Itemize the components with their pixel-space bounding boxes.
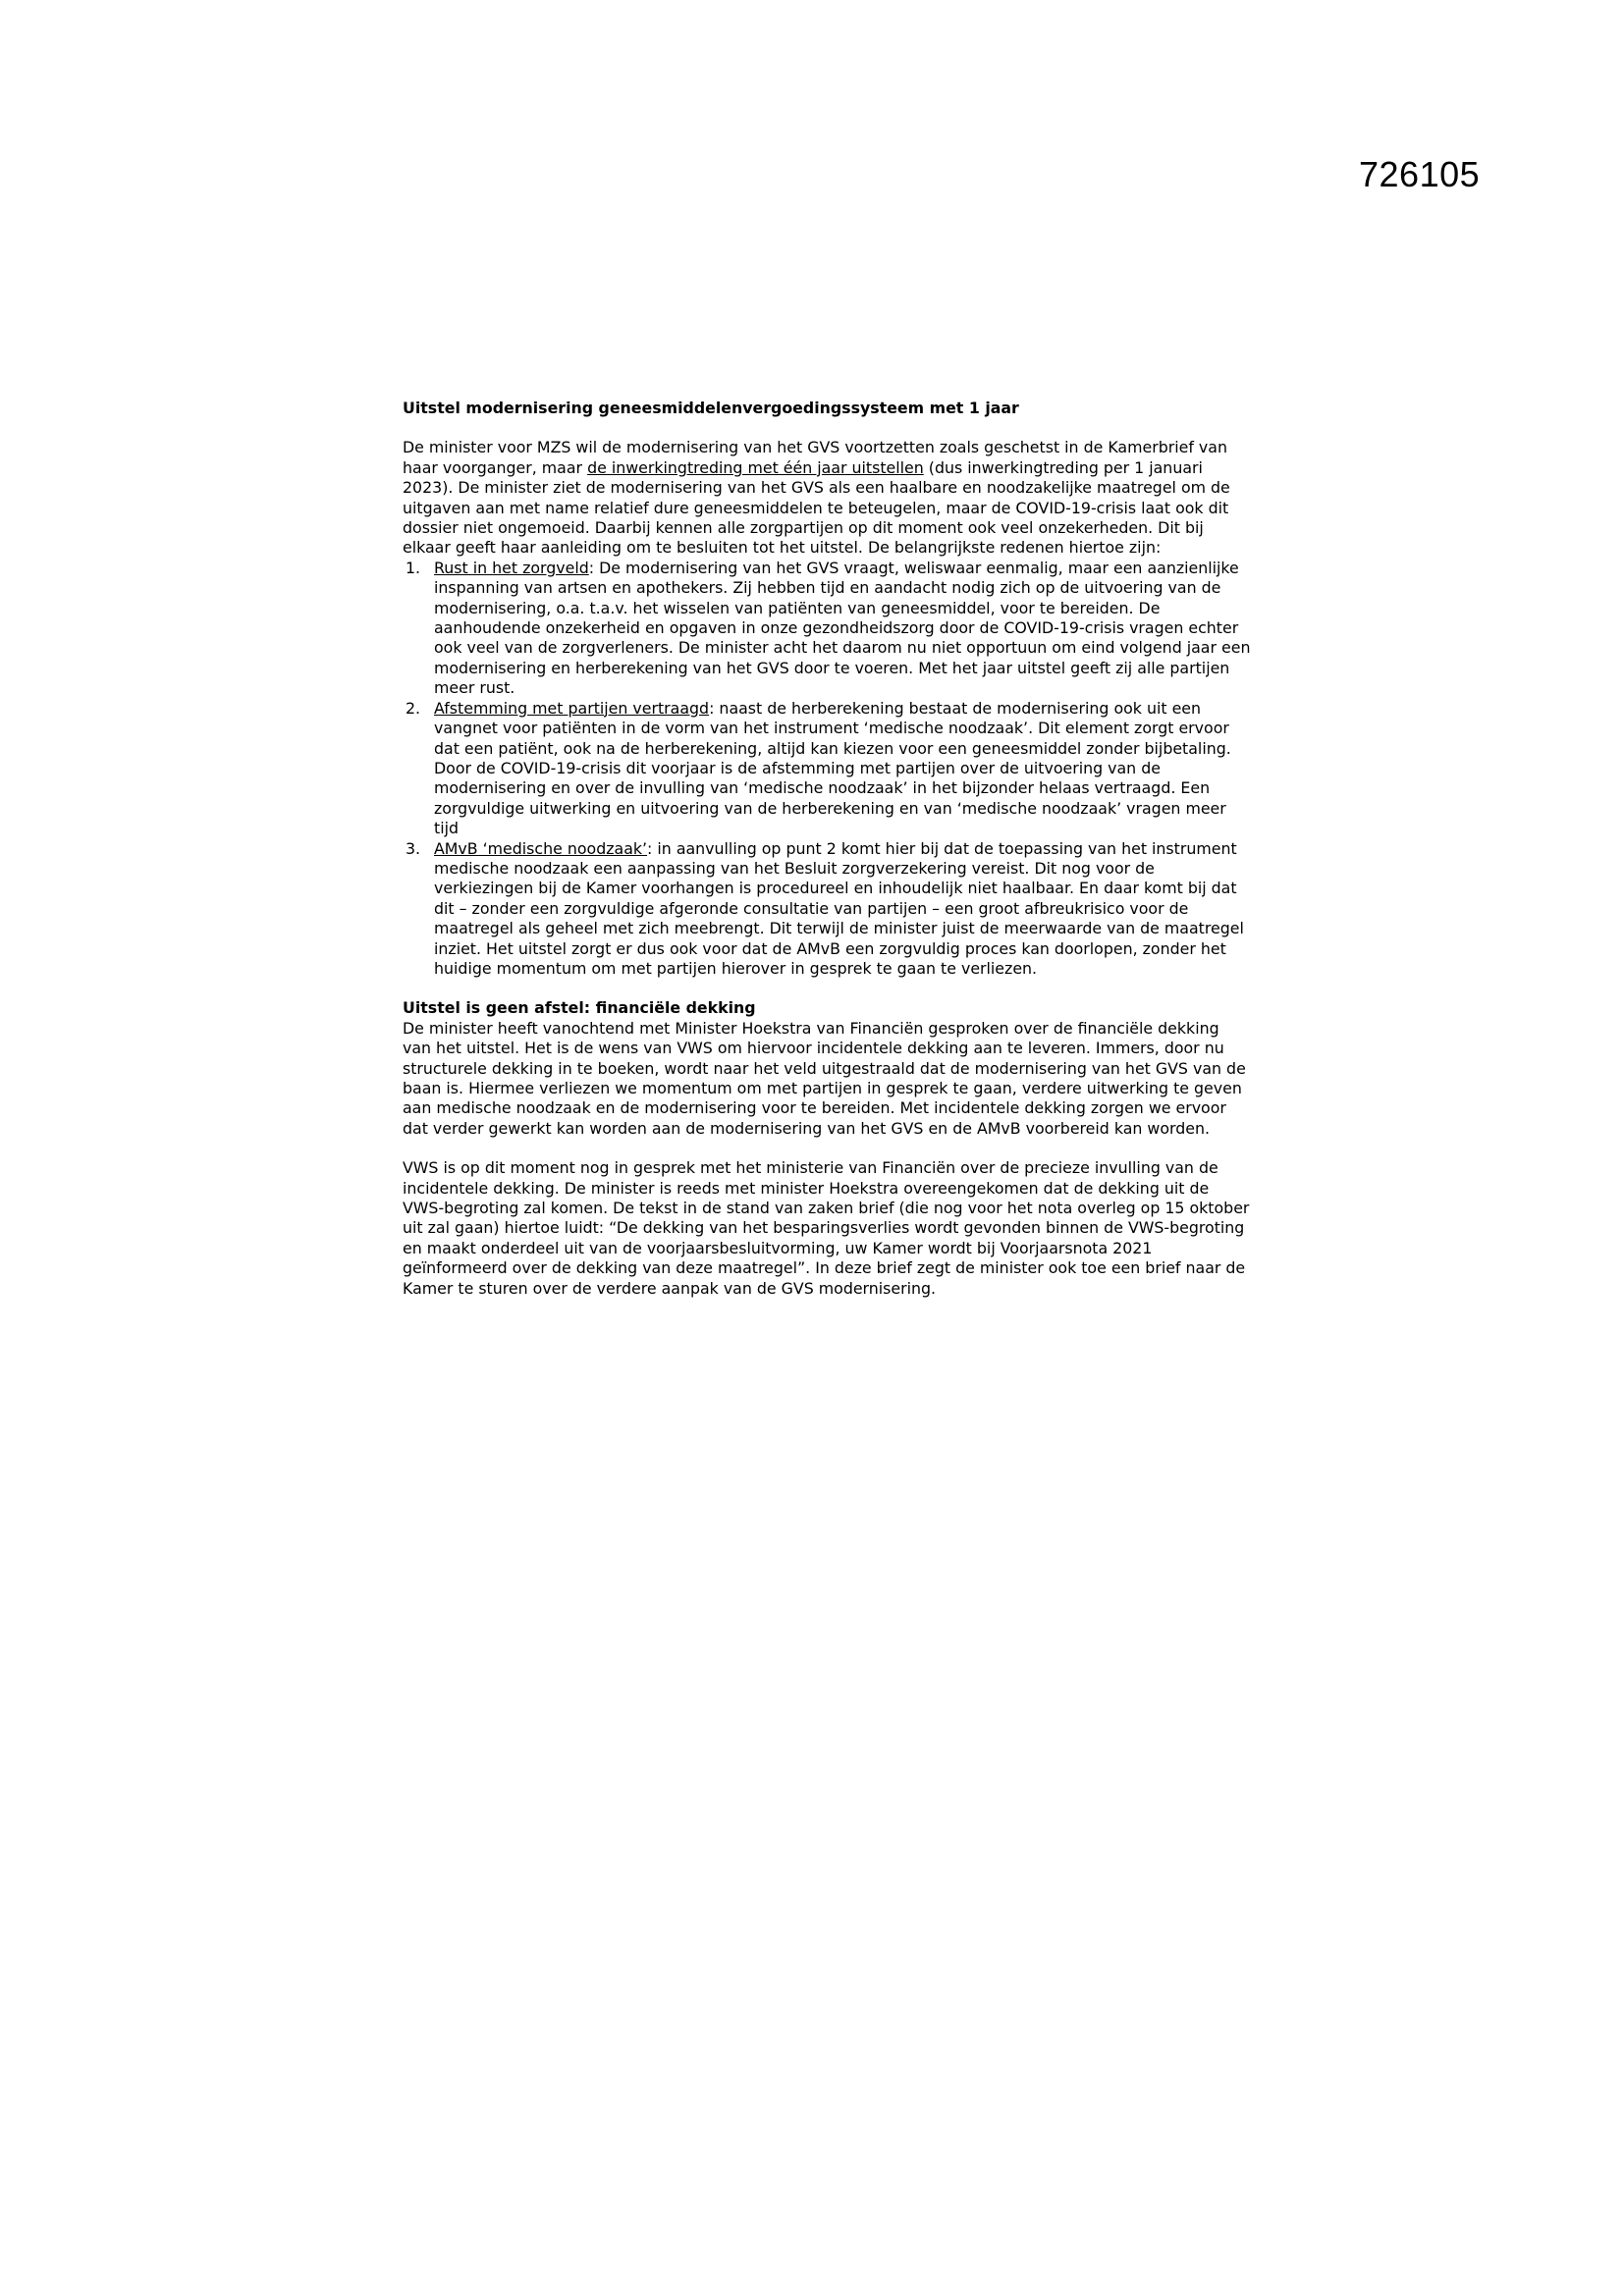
list-item	[403, 839, 1251, 980]
reasons-list	[403, 559, 1251, 980]
section-heading: Uitstel is geen afstel: financiële dekking	[403, 998, 756, 1018]
intro-text-part1: De minister voor MZS wil de modernisering van het GVS voortzetten zoals geschetst in de Kamerbrief van haar voorganger, maar	[403, 438, 1227, 477]
list-item-text: : naast de herberekening bestaat de modernisering ook uit een vangnet voor patiënten in de vorm van het instrument ‘medische noodzaak’. Dit element zorgt ervoor dat een patiënt, ook na de herberekening, altijd kan kiezen voor een geneesmiddel zonder bijbetaling. Door de COVID-19-crisis dit voorjaar is de afstemming met partijen over de uitvoering van de modernisering en over de invulling van ‘medische noodzaak’ in het bijzonder helaas vertraagd. Een zorgvuldige uitwerking en uitvoering van de herberekening en van ‘medische noodzaak’ vragen meer tijd	[434, 698, 1231, 838]
document-title: Uitstel modernisering geneesmiddelenvergoedingssysteem met 1 jaar	[403, 399, 1019, 417]
list-item-label: AMvB ‘medische noodzaak’	[434, 838, 648, 858]
list-item	[403, 559, 1251, 699]
document-body	[403, 399, 1251, 1299]
list-item-label: Rust in het zorgveld	[434, 558, 589, 577]
list-item-number: 2.	[406, 698, 421, 718]
list-item-text: : in aanvulling op punt 2 komt hier bij dat de toepassing van het instrument medische noodzaak een aanpassing van het Besluit zorgverzekering vereist. Dit nog voor de verkiezingen bij de Kamer voorhangen is procedureel en inhoudelijk niet haalbaar. En daar komt bij dat dit – zonder een zorgvuldige afgeronde consultatie van partijen – een groot afbreukrisico voor de maatregel als geheel met zich meebrengt. Dit terwijl de minister juist de meerwaarde van de maatregel inziet. Het uitstel zorgt er dus ook voor dat de AMvB een zorgvuldig proces kan doorlopen, zonder het huidige momentum om met partijen hierover in gesprek te gaan te verliezen.	[434, 838, 1244, 978]
list-item-number: 3.	[406, 838, 421, 858]
list-item-label: Afstemming met partijen vertraagd	[434, 698, 710, 718]
intro-text-part2: (dus inwerkingtreding per 1 januari 2023). De minister ziet de modernisering van het GVS als een haalbare en noodzakelijke maatregel om de uitgaven aan met name relatief dure geneesmiddelen te beteugelen, maar de COVID-19-crisis laat ook dit dossier niet ongemoeid. Daarbij kennen alle zorgpartijen op dit moment ook veel onzekerheden. Dit bij elkaar geeft haar aanleiding om te besluiten tot het uitstel. De belangrijkste redenen hiertoe zijn:	[403, 457, 1230, 558]
document-number: 726105	[1359, 154, 1481, 194]
intro-underlined-text: de inwerkingtreding met één jaar uitstellen	[587, 457, 924, 477]
intro-paragraph	[403, 438, 1251, 558]
section-paragraph: De minister heeft vanochtend met Minister Hoekstra van Financiën gesproken over de financiële dekking van het uitstel. Het is de wens van VWS om hiervoor incidentele dekking aan te leveren. Immers, door nu structurele dekking in te boeken, wordt naar het veld uitgestraald dat de modernisering van het GVS van de baan is. Hiermee verliezen we momentum om met partijen in gesprek te gaan, verdere uitwerking te geven aan medische noodzaak en de modernisering voor te bereiden. Met incidentele dekking zorgen we ervoor dat verder gewerkt kan worden aan de modernisering van het GVS en de AMvB voorbereid kan worden.	[403, 1018, 1246, 1138]
list-item-text: : De modernisering van het GVS vraagt, weliswaar eenmalig, maar een aanzienlijke inspanning van artsen en apothekers. Zij hebben tijd en aandacht nodig zich op de uitvoering van de modernisering, o.a. t.a.v. het wisselen van patiënten van geneesmiddel, voor te bereiden. De aanhoudende onzekerheid en opgaven in onze gezondheidszorg door de COVID-19-crisis vragen echter ook veel van de zorgverleners. De minister acht het daarom nu niet opportuun om eind volgend jaar een modernisering en herberekening van het GVS door te voeren. Met het jaar uitstel geeft zij alle partijen meer rust.	[434, 558, 1251, 698]
list-item-number: 1.	[406, 558, 421, 577]
section-paragraph: VWS is op dit moment nog in gesprek met het ministerie van Financiën over de precieze invulling van de incidentele dekking. De minister is reeds met minister Hoekstra overeengekomen dat de dekking uit de VWS-begroting zal komen. De tekst in de stand van zaken brief (die nog voor het nota overleg op 15 oktober uit zal gaan) hiertoe luidt: “De dekking van het besparingsverlies wordt gevonden binnen de VWS-begroting en maakt onderdeel uit van de voorjaarsbesluitvorming, uw Kamer wordt bij Voorjaarsnota 2021 geïnformeerd over de dekking van deze maatregel”. In deze brief zegt de minister ook toe een brief naar de Kamer te sturen over de verdere aanpak van de GVS modernisering.	[403, 1158, 1250, 1298]
list-item	[403, 699, 1251, 839]
